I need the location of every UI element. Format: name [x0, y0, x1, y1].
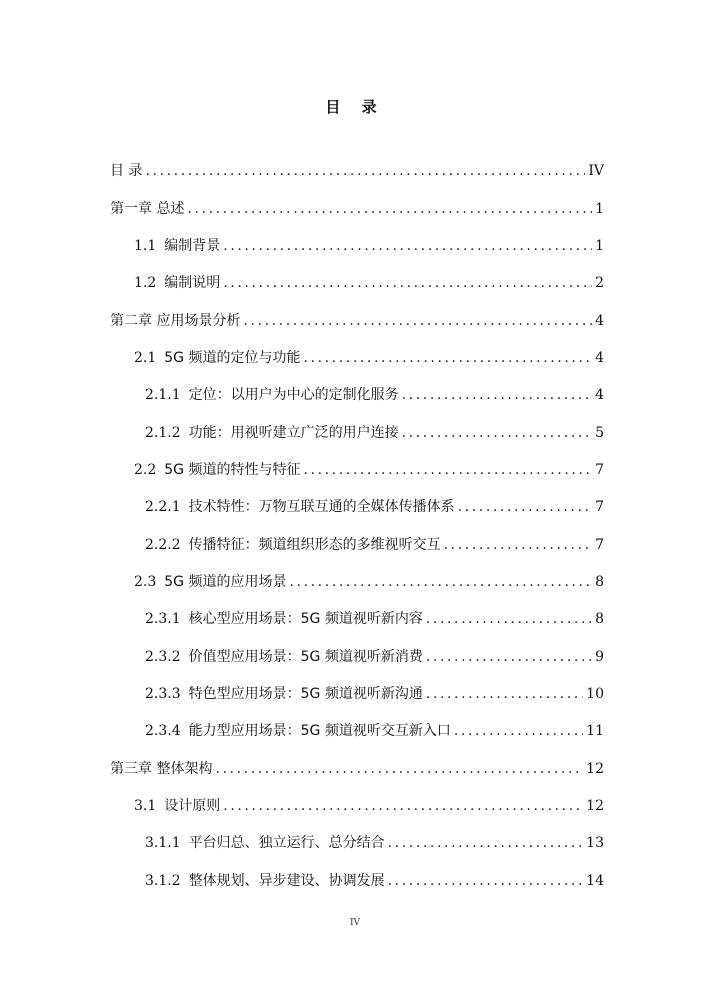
toc-entry-title: 编制背景 [164, 238, 221, 254]
toc-leader-dots [388, 872, 584, 890]
toc-entry-page: 14 [586, 873, 604, 889]
toc-leader-dots [145, 162, 585, 180]
toc-entry-title: 5G 频道的特性与特征 [164, 462, 301, 478]
toc-entry-title: 平台归总、独立运行、总分结合 [188, 835, 385, 851]
footer-page-number: IV [349, 918, 361, 928]
toc-entry-page: 7 [595, 499, 604, 515]
toc-entry-title: 整体规划、异步建设、协调发展 [188, 873, 385, 889]
toc-entry-number: 2.3 [134, 574, 157, 590]
toc-entry-title: 第一章 总述 [110, 201, 185, 217]
toc-entry[interactable] [134, 455, 604, 479]
toc-entry[interactable] [134, 791, 604, 815]
toc-entry[interactable] [110, 156, 604, 180]
toc-entry[interactable] [134, 268, 604, 292]
toc-entry-number: 3.1 [134, 798, 157, 814]
toc-entry-title: 5G 频道的定位与功能 [164, 350, 301, 366]
toc-leader-dots [426, 610, 592, 628]
toc-entry-number: 2.3.2 [145, 649, 181, 665]
toc-entry[interactable] [110, 194, 604, 218]
toc-entry-number: 2.1.1 [145, 387, 181, 403]
toc-entry-number: 2.2 [134, 462, 157, 478]
toc-entry-title: 传播特征：频道组织形态的多维视听交互 [188, 537, 441, 553]
toc-entry-number: 2.3.3 [145, 686, 181, 702]
toc-entry-page: 8 [595, 574, 604, 590]
toc-entry-title: 价值型应用场景：5G 频道视听新消费 [188, 649, 423, 665]
toc-entry-title: 编制说明 [164, 275, 221, 291]
toc-leader-dots [289, 573, 592, 591]
toc-entry-title: 设计原则 [164, 798, 221, 814]
toc-entry[interactable] [110, 306, 604, 330]
toc-entry-number: 1.2 [134, 275, 157, 291]
toc-leader-dots [187, 200, 592, 218]
toc-entry[interactable] [145, 492, 604, 516]
toc-leader-dots [458, 498, 592, 516]
toc-entry-title: 第三章 整体架构 [110, 761, 213, 777]
toc-entry[interactable] [145, 679, 604, 703]
toc-entry-number: 2.3.4 [145, 723, 181, 739]
toc-entry[interactable] [134, 343, 604, 367]
toc-entry-number: 2.2.1 [145, 499, 181, 515]
toc-entry[interactable] [145, 716, 604, 740]
toc-entry-title: 技术特性：万物互联互通的全媒体传播体系 [188, 499, 455, 515]
toc-entry-title: 能力型应用场景：5G 频道视听交互新入口 [188, 723, 451, 739]
toc-entry-title: 特色型应用场景：5G 频道视听新沟通 [188, 686, 423, 702]
toc-entry-number: 3.1.1 [145, 835, 181, 851]
toc-leader-dots [426, 685, 583, 703]
toc-entry[interactable] [145, 828, 604, 852]
toc-entry-page: 4 [595, 387, 604, 403]
toc-entry-number: 3.1.2 [145, 873, 181, 889]
toc-leader-dots [215, 760, 583, 778]
toc-entry-page: 9 [595, 649, 604, 665]
toc-entry-title: 核心型应用场景：5G 频道视听新内容 [188, 611, 423, 627]
toc-entry-number: 2.1 [134, 350, 157, 366]
toc-entry-title: 功能：用视听建立广泛的用户连接 [188, 425, 399, 441]
toc-leader-dots [402, 424, 592, 442]
toc-entry[interactable] [145, 604, 604, 628]
toc-entry-page: 7 [595, 537, 604, 553]
toc-leader-dots [223, 237, 592, 255]
toc-entry-title: 第二章 应用场景分析 [110, 313, 241, 329]
toc-entry[interactable] [145, 642, 604, 666]
toc-entry[interactable] [145, 530, 604, 554]
toc-leader-dots [223, 797, 583, 815]
toc-entry-page: 7 [595, 462, 604, 478]
toc-entry-title: 定位：以用户为中心的定制化服务 [188, 387, 399, 403]
toc-leader-dots [243, 312, 592, 330]
toc-leader-dots [426, 648, 592, 666]
toc-leader-dots [402, 386, 592, 404]
toc-entry-page: 12 [586, 798, 604, 814]
toc-entry[interactable] [145, 866, 604, 890]
toc-entry-page: 2 [595, 275, 604, 291]
toc-entry-number: 2.3.1 [145, 611, 181, 627]
toc-leader-dots [303, 349, 592, 367]
toc-entry-page: 1 [595, 238, 604, 254]
toc-entry[interactable] [134, 567, 604, 591]
toc-leader-dots [444, 536, 592, 554]
toc-entry-title: 目 录 [110, 163, 143, 179]
toc-entry-page: 12 [586, 761, 604, 777]
toc-entry-page: 11 [586, 723, 604, 739]
toc-entry-page: 13 [586, 835, 604, 851]
toc-entry-number: 1.1 [134, 238, 157, 254]
toc-entry-page: IV [588, 163, 604, 179]
toc-leader-dots [223, 274, 592, 292]
toc-entry-page: 8 [595, 611, 604, 627]
toc-entry-title: 5G 频道的应用场景 [164, 574, 287, 590]
toc-entry-number: 2.1.2 [145, 425, 181, 441]
toc-entry[interactable] [134, 231, 604, 255]
toc-leader-dots [388, 834, 584, 852]
toc-entry-page: 10 [586, 686, 604, 702]
toc-entry-page: 1 [595, 201, 604, 217]
toc-leader-dots [303, 461, 592, 479]
toc-entry-page: 5 [595, 425, 604, 441]
toc-entry-page: 4 [595, 313, 604, 329]
toc-entry[interactable] [145, 418, 604, 442]
toc-entry[interactable] [110, 754, 604, 778]
page-title: 目 录 [325, 98, 385, 116]
toc-leader-dots [454, 722, 583, 740]
toc-entry-page: 4 [595, 350, 604, 366]
toc-entry-number: 2.2.2 [145, 537, 181, 553]
toc-entry[interactable] [145, 380, 604, 404]
